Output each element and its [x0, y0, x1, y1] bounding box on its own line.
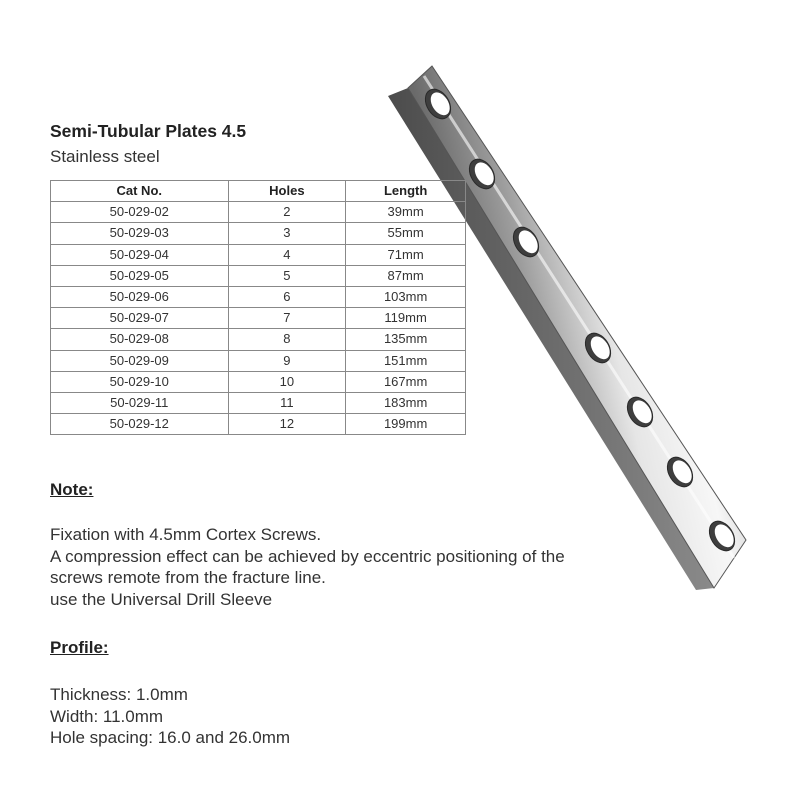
cat-no-cell: 50-029-08	[51, 329, 229, 350]
note-line: Fixation with 4.5mm Cortex Screws.	[50, 525, 322, 544]
holes-cell: 7	[228, 308, 346, 329]
holes-cell: 3	[228, 223, 346, 244]
cat-no-cell: 50-029-07	[51, 308, 229, 329]
note-line: use the Universal Drill Sleeve	[50, 589, 273, 609]
length-cell: 151mm	[346, 350, 466, 371]
cat-no-cell: 50-029-10	[51, 371, 229, 392]
table-row	[51, 202, 466, 223]
cat-no-cell: 50-029-03	[51, 223, 229, 244]
holes-cell: 5	[228, 265, 346, 286]
product-title: Semi-Tubular Plates 4.5	[50, 121, 247, 141]
holes-cell: 4	[228, 244, 346, 265]
length-cell: 103mm	[346, 286, 466, 307]
table-row	[51, 265, 466, 286]
length-cell: 39mm	[346, 202, 466, 223]
profile-line: Thickness: 1.0mm	[50, 685, 188, 704]
holes-cell: 8	[228, 329, 346, 350]
column-header-cat-no: Cat No.	[51, 181, 229, 202]
column-header-length: Length	[346, 181, 466, 202]
profile-line: Width: 11.0mm	[50, 706, 164, 726]
column-header-holes: Holes	[228, 181, 346, 202]
spec-table	[50, 180, 466, 435]
table-row	[51, 392, 466, 413]
cat-no-cell: 50-029-12	[51, 414, 229, 435]
length-cell: 55mm	[346, 223, 466, 244]
cat-no-cell: 50-029-09	[51, 350, 229, 371]
cat-no-cell: 50-029-06	[51, 286, 229, 307]
cat-no-cell: 50-029-05	[51, 265, 229, 286]
holes-cell: 9	[228, 350, 346, 371]
table-row	[51, 329, 466, 350]
table-row	[51, 223, 466, 244]
holes-cell: 6	[228, 286, 346, 307]
table-row	[51, 414, 466, 435]
table-row	[51, 308, 466, 329]
table-row	[51, 286, 466, 307]
length-cell: 167mm	[346, 371, 466, 392]
length-cell: 183mm	[346, 392, 466, 413]
note-line: A compression effect can be achieved by eccentric positioning of the	[50, 546, 565, 566]
length-cell: 119mm	[346, 308, 466, 329]
holes-cell: 11	[228, 392, 346, 413]
cat-no-cell: 50-029-11	[51, 392, 229, 413]
cat-no-cell: 50-029-02	[51, 202, 229, 223]
profile-text	[50, 684, 290, 749]
product-material: Stainless steel	[50, 147, 160, 166]
length-cell: 71mm	[346, 244, 466, 265]
profile-heading: Profile:	[50, 638, 109, 657]
note-text	[50, 524, 565, 610]
holes-cell: 12	[228, 414, 346, 435]
length-cell: 87mm	[346, 265, 466, 286]
table-row	[51, 350, 466, 371]
length-cell: 199mm	[346, 414, 466, 435]
cat-no-cell: 50-029-04	[51, 244, 229, 265]
holes-cell: 10	[228, 371, 346, 392]
table-header-row	[51, 181, 466, 202]
note-heading: Note:	[50, 480, 94, 499]
table-row	[51, 371, 466, 392]
holes-cell: 2	[228, 202, 346, 223]
table-row	[51, 244, 466, 265]
length-cell: 135mm	[346, 329, 466, 350]
note-line: screws remote from the fracture line.	[50, 568, 326, 587]
profile-line: Hole spacing: 16.0 and 26.0mm	[50, 728, 291, 747]
